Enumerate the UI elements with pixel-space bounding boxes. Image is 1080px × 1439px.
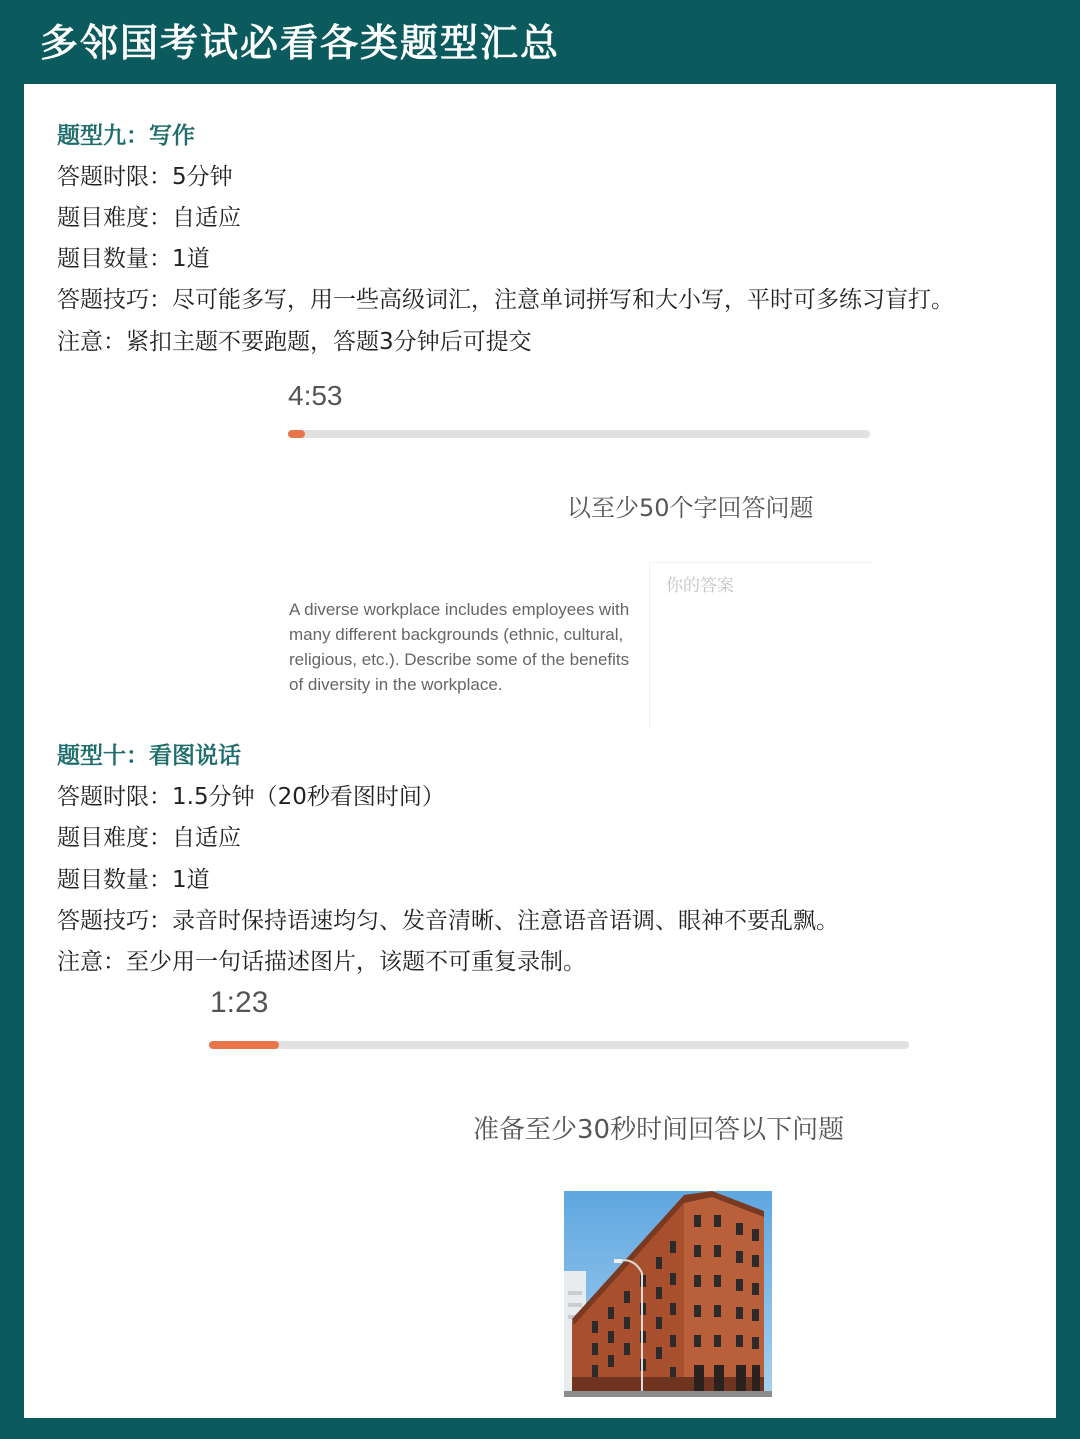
writing-tips: 答题技巧：尽可能多写，用一些高级词汇，注意单词拼写和大小写，平时可多练习盲打。 xyxy=(57,287,954,313)
page-title: 多邻国考试必看各类题型汇总 xyxy=(40,21,561,65)
answer-placeholder: 你的答案 xyxy=(666,576,734,596)
picture-tips: 答题技巧：录音时保持语速均匀、发音清晰、注意语音语调、眼神不要乱飘。 xyxy=(57,908,839,934)
writing-instruction: 以至少50个字回答问题 xyxy=(567,494,814,522)
answer-input[interactable] xyxy=(649,562,872,729)
picture-timer: 1:23 xyxy=(210,986,269,1019)
section-title-writing: 题型九：写作 xyxy=(57,123,195,149)
picture-difficulty: 题目难度：自适应 xyxy=(57,825,241,851)
writing-count: 题目数量：1道 xyxy=(57,246,210,272)
writing-difficulty: 题目难度：自适应 xyxy=(57,205,241,231)
content-card xyxy=(24,84,1056,1418)
picture-progress-bar xyxy=(209,1041,909,1049)
building-photo xyxy=(564,1191,772,1397)
writing-progress-bar xyxy=(288,430,870,438)
writing-prompt: A diverse workplace includes employees with many different backgrounds (ethnic, cultural, religious, etc.). Describe some of the benefits of diversity in the workplace. xyxy=(289,600,630,694)
writing-progress-fill xyxy=(288,430,305,438)
section-title-picture: 题型十：看图说话 xyxy=(57,743,241,769)
writing-timer: 4:53 xyxy=(288,380,343,411)
writing-time-limit: 答题时限：5分钟 xyxy=(57,164,233,190)
writing-note: 注意：紧扣主题不要跑题，答题3分钟后可提交 xyxy=(57,329,532,355)
picture-time-limit: 答题时限：1.5分钟（20秒看图时间） xyxy=(57,784,445,810)
picture-instruction: 准备至少30秒时间回答以下问题 xyxy=(473,1115,845,1145)
picture-note: 注意：至少用一句话描述图片，该题不可重复录制。 xyxy=(57,949,586,975)
picture-count: 题目数量：1道 xyxy=(57,867,210,893)
picture-progress-fill xyxy=(209,1041,279,1049)
